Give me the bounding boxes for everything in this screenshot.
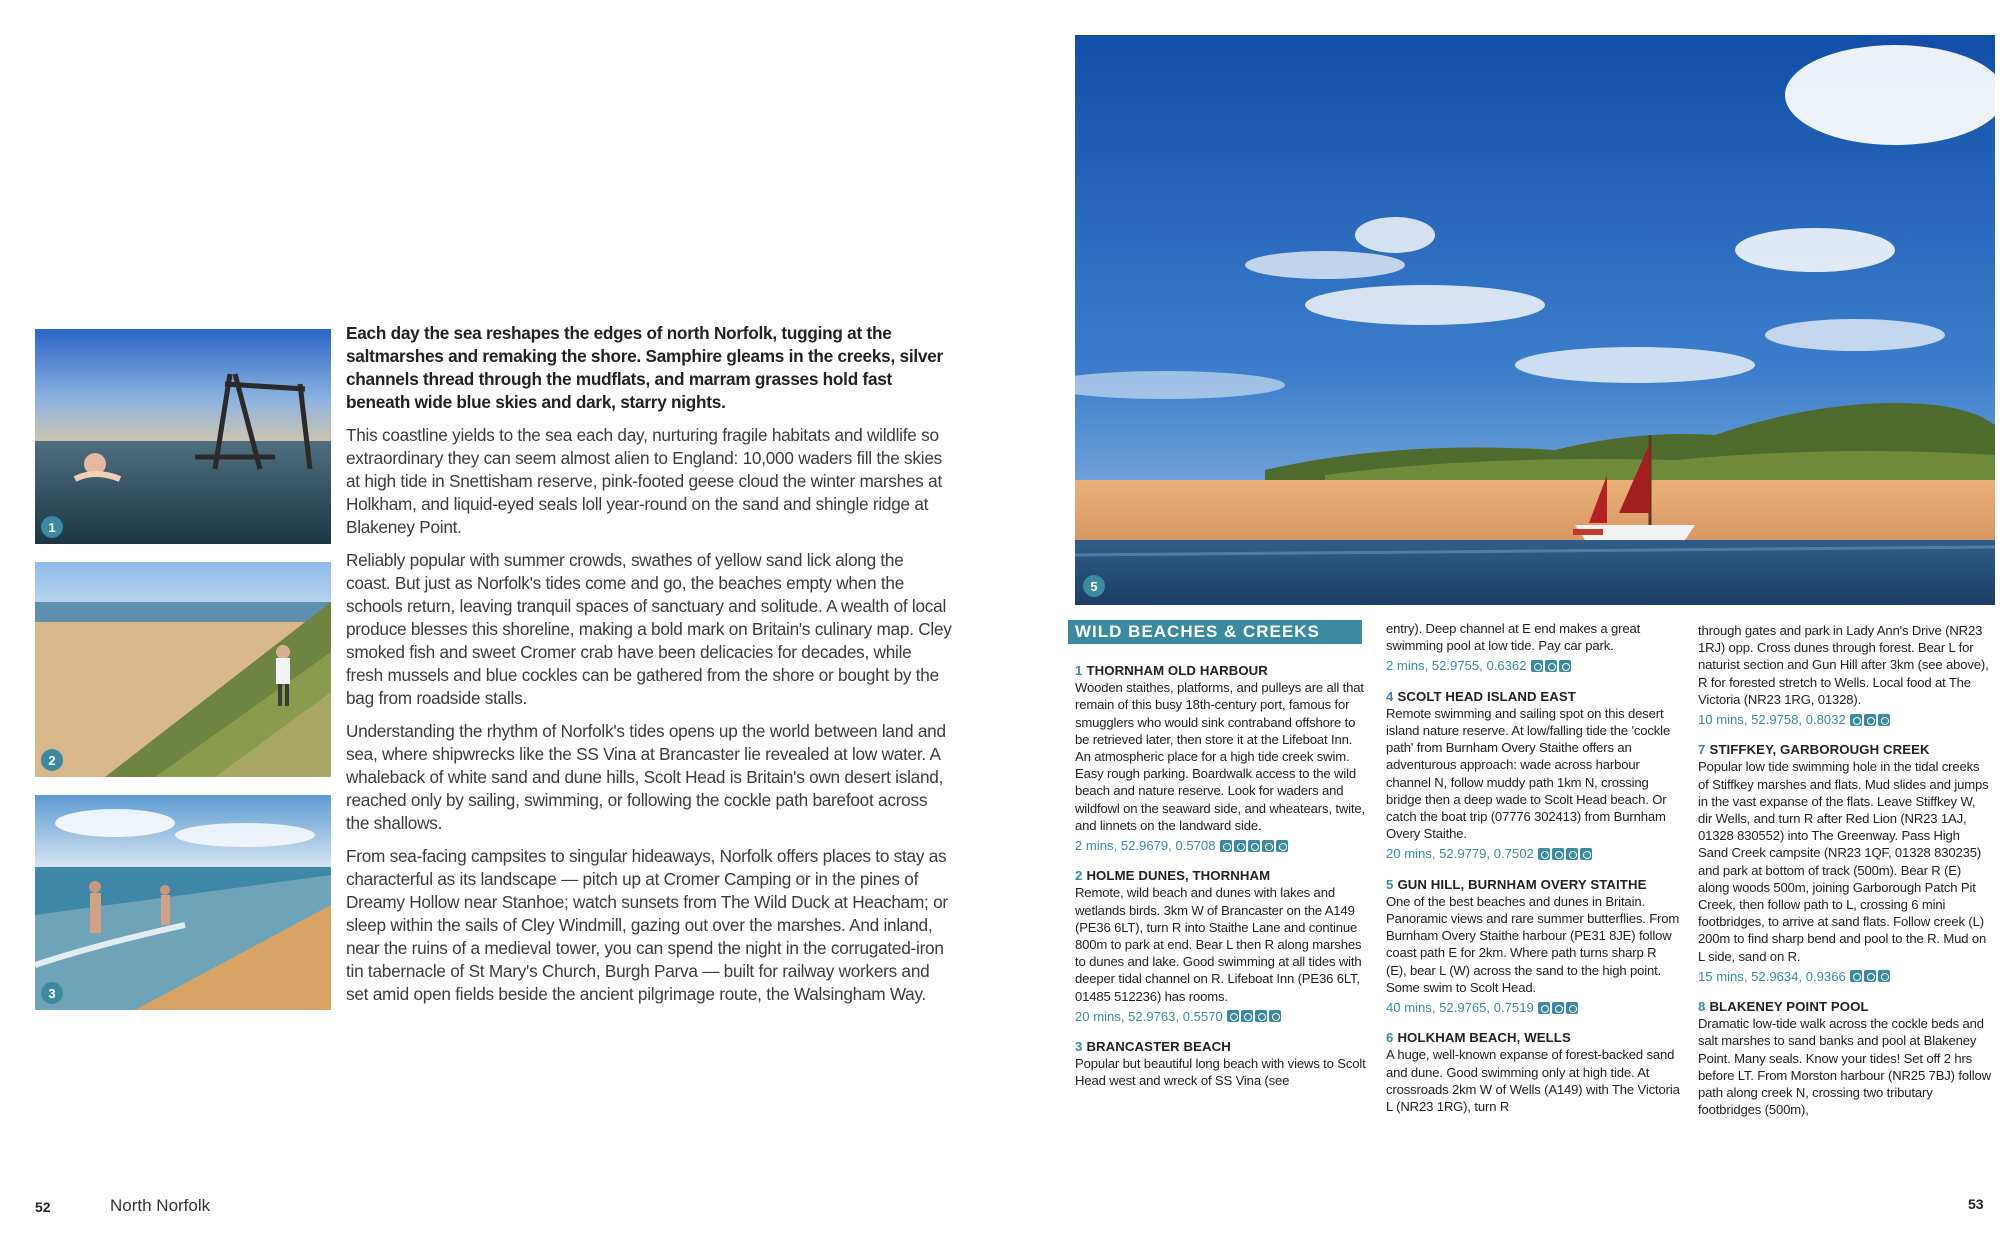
entry-title [1386,876,1680,893]
entry-meta [1386,999,1680,1016]
entry-meta [1075,837,1369,854]
listing-column-3 [1698,622,1992,1131]
entry-title [1075,867,1369,884]
entry-body: Remote, wild beach and dunes with lakes and wetlands birds. 3km W of Brancaster on the A149 (PE36 6LT), turn R into Staithe Lane and continue 800m to park at end. Bear L then R along marshes to dunes and lake. Good swimming at all tides with deeper tidal channel on R. Lifeboat Inn (PE36 6LT, 01485 512236) has rooms. [1075,885,1362,1004]
walk-icon [1538,1002,1550,1014]
entry-title [1075,662,1369,679]
swimmer-pier-photo-icon [35,329,331,544]
intro-lead-paragraph: Each day the sea reshapes the edges of north Norfolk, tugging at the saltmarshes and remaking the shore. Samphire gleams in the creeks, silver channels thread through the mudflats, and marram grasses hold fast beneath wide blue skies and dark, starry nights. [346,323,943,412]
listing-entry [1386,1029,1680,1115]
walk-icon [1234,840,1246,852]
entry-title [1075,1038,1369,1055]
entry-meta-text: 20 mins, 52.9763, 0.5570 [1075,1008,1223,1024]
intro-paragraph: From sea-facing campsites to singular hideaways, Norfolk offers places to stay as characterful as its landscape — pitch up at Cromer Camping or in the pines of Dreamy Hollow near Stanhoe; watch sunsets from The Wild Duck at Heacham; or sleep within the sails of Cley Windmill, gazing out over the marshes. And inland, near the ruins of a medieval tower, you can spend the night in the corrugated-iron tin tabernacle of St Mary's Church, Burgh Parva — built for railway workers and set amid open fields beside the ancient pilgrimage route, the Walsingham Way. [346,846,948,1004]
photo-number-badge: 1 [41,516,63,538]
listing-entry [1075,867,1369,1025]
listing-column-2 [1386,620,1680,1128]
entry-meta [1698,711,1992,728]
entry-body: through gates and park in Lady Ann's Drive (NR23 1RJ) opp. Cross dunes through forest. Bear L for naturist section and Gun Hill after 3km (see above), R for forested stretch to Wells. Local food at The Victoria (NR23 1RG, 01328). [1698,623,1989,707]
entry-body: A huge, well-known expanse of forest-backed sand and dune. Good swimming only at high tide. At crossroads 2km W of Wells (A149) with The Victoria L (NR23 1RG), turn R [1386,1047,1680,1115]
photo-beach-bathers [35,795,331,1010]
entry-meta-text: 2 mins, 52.9755, 0.6362 [1386,658,1527,674]
running-head: North Norfolk [110,1196,211,1215]
walk-icon [1552,848,1564,860]
entry-meta-text: 2 mins, 52.9679, 0.5708 [1075,838,1216,854]
walk-icon [1241,1010,1253,1022]
entry-number: 6 [1386,1030,1394,1046]
folio-right: 53 [1968,1196,1984,1212]
photo-swimmer-pier [35,329,331,544]
intro-paragraph: This coastline yields to the sea each day, nurturing fragile habitats and wildlife so extraordinary they can seem almost alien to England: 10,000 waders fill the skies at high tide in Snettisham reserve, pink-footed geese cloud the winter marshes at Holkham, and liquid-eyed seals loll year-round on the sand and shingle ridge at Blakeney Point. [346,425,942,537]
entry-meta-text: 10 mins, 52.9758, 0.8032 [1698,712,1846,728]
listing-entry [1698,622,1992,728]
listing-entry [1386,620,1680,675]
photo-number-badge: 2 [41,749,63,771]
photo-dunes-walker [35,562,331,777]
estuary-boat-photo-icon [1075,35,1995,605]
entry-title [1386,1029,1680,1046]
entry-body: entry). Deep channel at E end makes a great swimming pool at low tide. Pay car park. [1386,621,1641,654]
intro-paragraph: Reliably popular with summer crowds, swathes of yellow sand lick along the coast. But just as Norfolk's tides come and go, the beaches empty when the schools return, leaving tranquil spaces of sanctuary and solitude. A wealth of local produce blesses this shoreline, making a bold mark on Britain's culinary map. Cley smoked fish and sweet Cromer crab have been delicacies for decades, while fresh mussels and blue cockles can be gathered from the shore or bought by the bag from roadside stalls. [346,550,952,708]
wild-icon [1552,1002,1564,1014]
listing-entry [1386,876,1680,1017]
entry-body: Dramatic low-tide walk across the cockle beds and salt marshes to sand banks and pool at Blakeney Point. Many seals. Know your tides! Set off 2 hrs before LT. From Morston harbour (NR25 7BJ) follow path along creek N, crossing two tributary footbridges (500m), [1698,1016,1991,1118]
entry-title-text: STIFFKEY, GARBOROUGH CREEK [1709,742,1930,758]
entry-title-text: HOLME DUNES, THORNHAM [1086,868,1271,884]
pub-icon [1248,840,1260,852]
bird-icon [1566,1002,1578,1014]
entry-meta [1075,1008,1369,1025]
entry-number: 5 [1386,876,1394,892]
bird-icon [1878,970,1890,982]
entry-number: 8 [1698,999,1706,1015]
entry-number: 3 [1075,1039,1083,1055]
beach-bathers-photo-icon [35,795,331,1010]
listing-entry [1075,662,1369,854]
dunes-walker-photo-icon [35,562,331,777]
entry-number: 4 [1386,688,1394,704]
listing-entry [1698,998,1992,1118]
bird-icon [1878,714,1890,726]
listing-column-1 [1075,662,1369,1103]
entry-number: 7 [1698,742,1706,758]
entry-title-text: GUN HILL, BURNHAM OVERY STAITHE [1397,876,1647,892]
section-title: WILD BEACHES & CREEKS [1068,620,1362,644]
entry-title-text: BRANCASTER BEACH [1086,1039,1231,1055]
boat-icon [1276,840,1288,852]
folio-left: 52 [35,1199,51,1215]
entry-title-text: SCOLT HEAD ISLAND EAST [1397,688,1576,704]
intro-text [346,322,952,1016]
entry-meta [1698,968,1992,985]
entry-title-text: BLAKENEY POINT POOL [1709,999,1869,1015]
entry-body: Wooden staithes, platforms, and pulleys are all that remain of this busy 18th-century port, famous for smugglers who would sink contraband offshore to be retrieved later, then store it at the Lifeboat Inn. An atmospheric place for a high tide creek swim. Easy rough parking. Boardwalk access to the wild beach and nature reserve. Look for waders and wildfowl on the seaward side, and wheatears, twite, and linnets on the landward side. [1075,680,1366,833]
wild-icon [1850,714,1862,726]
entry-title-text: THORNHAM OLD HARBOUR [1086,663,1268,678]
wild-icon [1566,848,1578,860]
entry-title [1698,998,1992,1015]
entry-body: Popular low tide swimming hole in the tidal creeks of Stiffkey marshes and flats. Mud slides and jumps in the vast expanse of the flats. Leave Stiffkey W, dir Wells, and turn R after Red Lion (NR23 1AJ, 01328 830552) into The Greenway. Pass High Sand Creek campsite (NR23 1QF, 01328 830235) and park at bottom of track (500m). Bear R (E) along woods 500m, joining Garborough Patch Pit Creek, then follow path to L, crossing 6 mini footbridges, to arrive at sand flats. Follow creek (L) 200m to find sharp bend and pool to the R. Mud on L side, sand on R. [1698,759,1989,964]
bird-icon [1580,848,1592,860]
photo-number-badge: 5 [1083,575,1105,597]
boat-icon [1538,848,1550,860]
entry-meta-text: 40 mins, 52.9765, 0.7519 [1386,1000,1534,1016]
pub-icon [1255,1010,1267,1022]
bird-icon [1269,1010,1281,1022]
entry-meta [1386,845,1680,862]
photo-number-badge: 3 [41,982,63,1004]
walk-icon [1545,660,1557,672]
bike-icon [1220,840,1232,852]
entry-number: 2 [1075,868,1083,884]
entry-title [1386,688,1680,705]
listing-entry [1698,741,1992,985]
listing-entry [1386,688,1680,863]
entry-meta-text: 20 mins, 52.9779, 0.7502 [1386,846,1534,862]
entry-number: 1 [1075,663,1083,678]
walk-icon [1864,970,1876,982]
entry-title-text: HOLKHAM BEACH, WELLS [1397,1030,1571,1046]
listing-entry [1075,1038,1369,1090]
pub-icon [1864,714,1876,726]
entry-body: Popular but beautiful long beach with views to Scolt Head west and wreck of SS Vina (see [1075,1056,1366,1089]
wild-icon [1850,970,1862,982]
wild-icon [1531,660,1543,672]
entry-meta-text: 15 mins, 52.9634, 0.9366 [1698,968,1846,984]
parking-icon [1559,660,1571,672]
bird-icon [1262,840,1274,852]
intro-paragraph: Understanding the rhythm of Norfolk's tides opens up the world between land and sea, where shipwrecks like the SS Vina at Brancaster lie revealed at low water. A whaleback of white sand and dune hills, Scolt Head is Britain's own desert island, reached only by sailing, swimming, or following the cockle path barefoot across the shallows. [346,721,946,833]
entry-body: One of the best beaches and dunes in Britain. Panoramic views and rare summer butterflies. From Burnham Overy Staithe harbour (PE31 8JE) follow coast path E for 2km. Where path turns sharp R (E), bear L (W) across the sand to the high point. Some swim to Scolt Head. [1386,893,1680,995]
hero-photo-estuary [1075,35,1995,605]
wild-icon [1227,1010,1239,1022]
entry-meta [1386,657,1680,674]
entry-title [1698,741,1992,758]
entry-body: Remote swimming and sailing spot on this desert island nature reserve. At low/falling tide the 'cockle path' from Burnham Overy Staithe offers an adventurous approach: wade across harbour channel N, follow muddy path 1km N, crossing bridge then a deep wade to Scolt Head beach. Or catch the boat trip (07776 302413) from Burnham Overy Staithe. [1386,705,1671,842]
